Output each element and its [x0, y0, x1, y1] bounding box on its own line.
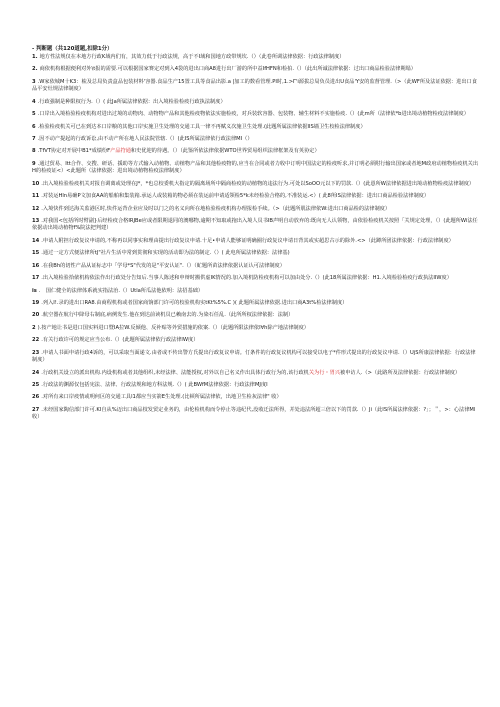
question-number: 22	[32, 337, 40, 344]
question-item	[32, 136, 480, 143]
question-number: 27	[32, 406, 40, 413]
question-number: 16	[32, 262, 40, 269]
question-text: 商依机构根据便利对外\t报的需要.可以根据国家赛定对到入4袋的进出口商A8进行出厂游的所中益IfHFN和检拍.（）（此出所诚法律依据：过出口商品检验法律期塌）	[39, 66, 416, 73]
question-text: .对所有来口岸疫情或明何区的交通工具l1都应当实箭E生处理.(比顿所属法律依，出地卫生检灰法律" 收）	[41, 394, 282, 401]
question-text-continued: 被申访人.（>（此路所及法律依据：行政法律制度）	[340, 369, 461, 376]
question-text: .入境快件到达海关监港区时,快件运背企业应及时以门之的名义向所在地检验检疫机构办理报检手续。（>（此题所肌法律依W:进出口商品检的法律制度）	[41, 205, 391, 212]
question-item	[32, 79, 480, 93]
question-text: .行政机关设立的派出机构.内设机构或者其他组织,未经法律、法能授权,对外以自己名义作出具体行政行为的,该行政机	[41, 369, 309, 376]
question-number: 7	[32, 136, 36, 142]
question-list	[32, 54, 480, 421]
question-number: 1.	[32, 54, 38, 60]
question-number: 19	[32, 300, 40, 306]
question-number: 20	[32, 312, 40, 319]
question-item	[32, 54, 480, 61]
question-item	[32, 181, 480, 188]
question-text: .航空器在航行中降母右制底,病例发生.他在到达前读机员已赖南去的.为染石任乱.（此所所权法律依据：法制）	[41, 312, 294, 319]
question-text: .通过一定方式便法律所tJ"社片生活中常到贯彻和实现的活动即为法的制定.（）( 此电所属法律依据：法律基)	[41, 250, 290, 257]
highlighted-text: 关为行・胃兴	[308, 369, 340, 376]
question-number: 2	[32, 324, 36, 331]
question-text-continued: 和史优迎的待遇。（）（此鉴所依法律依据WTO世界贸易组织法律框架及有英协定）	[130, 148, 320, 155]
question-item	[32, 193, 480, 200]
question-text: .行政法的渊源仅包括宪法、法律、行政法规和地方科法规.（）( 此BWfM法律依据：行政法律MJ度I	[41, 382, 268, 388]
question-item	[32, 263, 480, 270]
question-item	[32, 382, 480, 389]
question-item	[32, 161, 480, 175]
question-text: .通过贸易、Itt合作、交搜、研话、援助等方式输入动植物、动植物产品和其他检疫物的,应当在合同或者力收中订明中国法定的检疫听求,并订明必须附行输出国家或者地M政府动植物检疫机关出H的检疫证<）<此题所（法律依据：进出境动植物检疫法律制度）	[32, 160, 479, 175]
question-text: .对装运Hln易确P文加食AA的船舶和集装箱.承运人或装箱的物必须在装运前申请适领检5*k未经检验合格的,不准装运.<）( 此8所IS法律依据：进出口商品检验法律制度）	[41, 193, 430, 200]
question-item	[32, 250, 480, 257]
question-item	[32, 325, 480, 332]
question-text: 地方性法规仅在本地方行政K域内们有，其效力低于行政法规，高于不I域和国地方政带规坎.（）（此卷所调法律依据：行政法律制度）	[39, 54, 345, 60]
question-number: 12	[32, 205, 40, 212]
question-text: .有关行政许可的规定应当公布.（）(此题所属法律依行政法律lW度）	[41, 337, 199, 344]
question-text: .列入I!.录的进出口RA8.由商程机构或者国家商饷部门许可的校验机构实tKt%5%.C )( 此题所属法律依据.进出口商A3t%检法律制度）	[41, 300, 348, 306]
question-text: .在我Bh的切性产品从证标志中「学母*S"代发的是"平安认证".（）（虻题所苗法律依据认证认可法律制度）	[41, 262, 285, 269]
question-number: 6	[32, 123, 36, 130]
question-item	[32, 238, 480, 245]
question-item	[32, 148, 480, 155]
question-text: .申请人书面申请行政4诉的，可以采取当面递文.由者或不传出警方氏提出行政复议申请。仃条件的行政复议机构可以接受以电子*件形式提出的行政复议申请.（）UjS所康法律依据：行政法律制度）	[32, 349, 476, 364]
question-number: 9	[32, 160, 36, 167]
question-number: 10	[32, 180, 40, 187]
question-item	[32, 218, 480, 232]
question-number: 24	[32, 369, 40, 376]
question-number: 25	[32, 382, 40, 388]
question-text: .检验检疫机关可已在到达本口岸粮的其他口岸实施卫生处理的交通工具一律不再赋义次施卫生处理.(此题所属法律依据lIS墙卫生校检法律制度）	[37, 123, 366, 130]
question-number: 17	[32, 275, 40, 282]
question-item	[32, 300, 480, 307]
question-number: is	[32, 287, 37, 294]
question-text: .对我国<包括所时臂副}后经检疫合格IRJBe应或者限期退同的澳哪物,逾期不知取或拖出入境人员书IB声明自动放弃的:既向无人认领物，由依验检疫机关按照「关规定处理，（）(此题所Wi法任依据动出境动植物f%院法把判建）	[32, 218, 478, 232]
question-text: .口岸出入境检验检疫机构对进出过境的动物肉、动物物产品和其他检疫物依法实施检疫，对兵装软容器、包装物、辅生材料不实施检疫.（）(此m所（法律依*b进出境动植物检疫法律制度）	[37, 111, 469, 118]
question-text: .未经国家陶信部门许可.KI自从%迈出口商品枝发贸定业务的，由伦检机构而令停止等违纪代,没收迁法所得，并处违法所超三倍以下的罚款.（）Ji（此IS所属法律依据：?」；＂，>：心法律Ml收）	[32, 406, 476, 421]
question-item	[32, 337, 480, 344]
question-item	[32, 111, 480, 118]
question-item	[32, 275, 480, 282]
question-number: 4	[32, 98, 36, 105]
question-number: 2.	[32, 66, 38, 73]
question-item	[32, 394, 480, 401]
question-number: 8	[32, 148, 36, 155]
question-text: .出入境检验拾俵机构依法作出行政处分告知后.当事人陈述和申辩时搬供虚IK情况的.加入境机防检疫机构可以加由处分.（）(此18所属法律依据：H1.入境检验检疫行政执法IIW度）	[41, 275, 452, 282]
question-text: .行政强制是种限权行为.（）( 此Ja所属法律依据：出入境检验检疫行政执法制度）	[37, 98, 226, 105]
question-text: .W家依城M十K3：梳及总局负责盒品包装材料'容器.食品生产15置工具等食品出影.a |加工的数看管理.PI时,1.>Γ'i源拔总局负员进出U食品'Y安的监督管理.（>（此WF所及法证依据：进出口食品平安灶规法律制度）	[32, 78, 477, 93]
question-number: 5	[32, 111, 36, 118]
question-number: 23	[32, 349, 40, 356]
question-number: 3	[32, 78, 36, 85]
question-item	[32, 370, 480, 377]
question-text: . 国仁健全的法律体系就实指法治.（）Utla所瓜法他依明：法招基础）	[38, 287, 204, 294]
question-number: 14	[32, 237, 40, 244]
question-item	[32, 66, 480, 73]
question-item	[32, 407, 480, 421]
question-number: 11	[32, 193, 40, 200]
question-text: .出入境检验检疫机关对报自调离或处理在J*，*也总校委机大指定的隔离场所中隔商检疫的动植物的违法行为.可处以SoOO元以下的罚款.（）(此恿所W法律依据进出境动植物检疫法律制度）	[41, 180, 475, 187]
question-text: ).按产地让书是进口国实料进口暨IA拉W.反倾他、反补贴等外贸措施的依案.（）（此题所限法律依I∀h除产地法律制度）	[37, 324, 309, 331]
question-item	[32, 206, 480, 213]
question-text: .TfVT协定对开展中B1*成绩纷F	[37, 148, 111, 155]
question-item	[32, 350, 480, 364]
document-title: - 判断题（共120道题,扣除1分）	[32, 46, 113, 52]
question-text: .因不动产提起的行政诉讼,由不动产所在地人民法院管辖.（）(此IS所属法律依行政法律MI（）	[37, 136, 253, 142]
question-item	[32, 124, 480, 131]
question-number: 26	[32, 394, 40, 401]
question-number: 15	[32, 250, 40, 257]
question-number: 13	[32, 218, 40, 224]
highlighted-text: 产品符通	[110, 148, 131, 155]
question-item	[32, 288, 480, 295]
question-item	[32, 99, 480, 106]
question-item	[32, 312, 480, 319]
question-text: .申请人附担行政复议申请的,不称再以同事实和理由提出行政复议申请.十足•申请人能够证明确圈行政复议申请日背其或实超思古示的除外.<>（此蹲所团法律依据：行政法律制度）	[41, 237, 454, 244]
